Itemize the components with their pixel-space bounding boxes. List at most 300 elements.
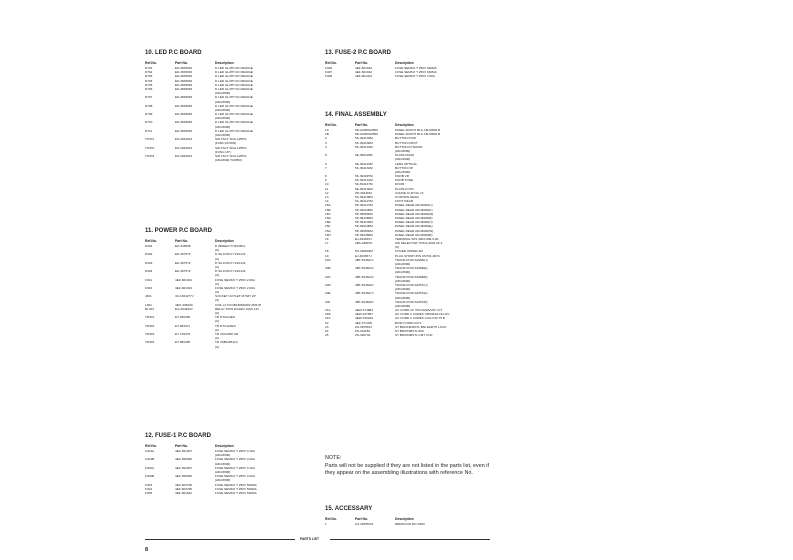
page-number: 8	[145, 547, 149, 553]
table-row	[145, 345, 295, 349]
cell-desc: FUSE SEMKO T 250V 2.00A	[215, 277, 255, 282]
cell-part: 4BT-394524J	[355, 274, 374, 279]
cell-desc: D LED GL3HY43 ORANGE	[215, 128, 253, 133]
header-ref: Ref.No.	[325, 61, 337, 65]
cell-part: 4CJ-304277J	[175, 294, 194, 299]
cell-part: 4ES-348670	[355, 241, 373, 246]
cell-desc: TR DTC124ES	[215, 323, 236, 328]
cell-part: ED-384508J	[175, 112, 193, 117]
cell-part: ED-384508J	[175, 86, 193, 91]
header-desc: Description	[395, 123, 414, 127]
cell-part: 5E-394136M	[355, 186, 373, 191]
cell-ref: 15H	[325, 232, 331, 237]
cell-desc: BUSH CORD 2271	[395, 320, 422, 325]
cell-part: 4EF-601942	[355, 66, 373, 70]
cell-part: 5K-394131M	[355, 144, 373, 149]
cell-ref: D302	[145, 252, 153, 257]
cell-desc: [U]	[395, 245, 399, 250]
cell-ref: 6	[325, 161, 327, 166]
cell-desc: AC CORD 2C VM-0129A/VFF U/T	[395, 308, 443, 313]
cell-part: ED-307572	[175, 269, 191, 274]
note-text: Parts will not be supplied if they are not listed in the parts list, even if they appear on the assembling illustrations with reference No.	[325, 462, 489, 477]
cell-desc: [AM-M600]	[215, 124, 231, 129]
cell-part: 4EF-601301	[175, 285, 193, 290]
cell-part: ED-384508J	[175, 74, 193, 79]
cell-ref: 14	[325, 199, 329, 204]
cell-part: ED-384508J	[175, 120, 193, 125]
cell-desc: [AM-M600]	[395, 157, 411, 162]
cell-desc: COIL LF FKOB160M0402 250UH	[215, 302, 261, 307]
cell-ref: 15C	[325, 211, 331, 216]
cell-desc: ST BID3X08STL BNI	[395, 329, 424, 333]
cell-desc: [AM-M600]	[215, 478, 231, 483]
cell-ref: F408	[325, 74, 333, 79]
cell-part: 5E-394119M	[355, 161, 373, 166]
cell-desc: TR 2SC2458 GR	[215, 331, 239, 336]
cell-part: ED-346558	[175, 244, 191, 248]
cell-part: 4BT-394523J	[355, 266, 374, 271]
cell-ref: 18	[325, 249, 329, 254]
cell-desc: TRANS POW A2068(B)	[395, 274, 428, 279]
note-heading: NOTE:	[325, 455, 342, 461]
cell-desc: [FUNC,UP]	[215, 149, 231, 154]
cell-desc: SW TACT SOA-125HS	[215, 145, 247, 150]
cell-ref: TR304	[145, 340, 155, 345]
section-fuse2-pc-board	[325, 50, 495, 79]
section-title: 15. ACCESSARY	[325, 506, 373, 512]
cell-desc: SW TACT SOA-125HS	[215, 137, 247, 142]
cell-desc: [FUNC,DOWN]	[215, 141, 236, 146]
cell-part: EJ-394636J	[355, 236, 372, 241]
cell-desc: D LED GL3HY43 ORANGE	[215, 103, 253, 108]
cell-part: ED-384508J	[175, 78, 193, 83]
cell-desc: PANEL REAR AM-M600(K)	[395, 207, 433, 212]
cell-part: ED-384508J	[175, 103, 193, 108]
cell-part: 5C-394094M	[355, 249, 373, 254]
cell-ref: F407	[325, 70, 333, 75]
cell-part: 4EF-691007	[175, 465, 193, 470]
cell-ref: 25	[325, 333, 329, 338]
cell-desc: [AM-M600]	[215, 99, 231, 104]
cell-ref: 15E	[325, 220, 331, 225]
cell-desc: BUTTON INPUT	[395, 140, 418, 145]
cell-part: 5A-394127M	[355, 199, 373, 204]
cell-part: 5K-394097M	[355, 174, 373, 179]
cell-part: 4EF-601301	[355, 74, 373, 79]
cell-desc: [U]	[215, 290, 219, 295]
cell-ref: F301	[145, 277, 153, 282]
cell-part: ED-384508J	[175, 128, 193, 133]
cell-ref: 19	[325, 253, 329, 258]
cell-part: 4EF-603796	[175, 482, 193, 487]
cell-ref: D707	[145, 95, 153, 100]
cell-desc: CANOE CLIP NC-74	[395, 190, 424, 195]
cell-ref: F406	[325, 66, 333, 70]
cell-desc: DOOR	[395, 182, 405, 187]
footer-rule-right	[330, 539, 490, 540]
cell-part: EJ-304657J	[355, 253, 372, 258]
cell-desc: PLATE MASK	[395, 153, 415, 158]
cell-ref: D710	[145, 120, 153, 125]
cell-ref: D303	[145, 260, 153, 265]
cell-part: 5Z-394137M	[355, 182, 373, 187]
cell-part: ES-394493J	[175, 137, 193, 142]
cell-ref: F404	[145, 486, 153, 491]
cell-part: ZS-331182	[355, 329, 371, 333]
cell-part: 5P-394108M	[355, 224, 373, 229]
cell-desc: D LED GL3HY43 ORANGE	[215, 82, 253, 87]
cell-part: 4EF-601942	[175, 490, 193, 495]
cell-ref: 2	[325, 136, 327, 141]
cell-desc: PANEL REAR AM-M600(E)	[395, 224, 433, 229]
cell-ref: 4	[325, 144, 327, 149]
cell-part: 5K-394131M	[355, 178, 373, 183]
cell-desc: D LED GL3HY43 ORANGE	[215, 112, 253, 117]
note	[325, 455, 495, 478]
cell-part: 4EF-690996	[175, 457, 193, 462]
cell-part: ED-384508J	[175, 95, 193, 100]
cell-desc: FUSE SEMKO T 250V 630MA	[215, 490, 257, 495]
cell-desc: [AM-M600]	[215, 461, 231, 466]
cell-desc: D ZENER H HZ12B1L	[215, 244, 246, 248]
cell-ref: 20A	[325, 257, 331, 262]
cell-part: 5A-394138M	[355, 195, 373, 199]
cell-part: 5P-394368M	[355, 232, 373, 237]
cell-part: 4EO-338409	[175, 302, 193, 307]
cell-ref: D709	[145, 112, 153, 117]
cell-desc: D LED GL3HY43 ORANGE	[215, 120, 253, 125]
cell-desc: FUSE SEMKO T 250V 500MA	[215, 486, 257, 491]
cell-part: ET-386365	[175, 340, 191, 345]
cell-desc: KNOB TONE	[395, 178, 414, 183]
cell-ref: 24	[325, 329, 329, 333]
cell-part: 5K-394130M	[355, 140, 373, 145]
cell-desc: [U]	[215, 248, 219, 253]
header-desc: Description	[215, 239, 234, 243]
cell-ref: 12	[325, 190, 329, 195]
cell-desc: [U]	[215, 319, 219, 324]
header-ref: Ref.No.	[145, 61, 157, 65]
cell-desc: [AM-M600]	[395, 287, 411, 292]
cell-desc: BUTTON POW	[395, 136, 416, 141]
cell-ref: 15A	[325, 203, 331, 208]
cell-desc: FUSE SEMKO T 250V 3.15A	[215, 449, 255, 453]
cell-desc: BUTTON OP	[395, 165, 413, 170]
cell-desc: D LED GL3HY43 ORANGE	[215, 70, 253, 75]
cell-ref: 15F	[325, 224, 331, 229]
cell-desc: FUSE SEMKO T 250V 4.00A	[215, 474, 255, 479]
cell-ref: 9	[325, 178, 327, 183]
cell-desc: TRANS POW A2068(E)	[395, 266, 428, 271]
cell-desc: TRANS POW A2057(E)	[395, 291, 428, 296]
cell-desc: [U]	[215, 298, 219, 303]
cell-part: 4BT-394526J	[355, 282, 374, 287]
header-ref: Ref.No.	[145, 239, 157, 243]
cell-desc: PLUG SHORT-PIN CNT31-0074	[395, 253, 440, 258]
cell-desc: [AM-M600]	[215, 133, 231, 137]
cell-desc: COVER UPPER AM	[395, 249, 423, 254]
cell-desc: [AM-M600]	[395, 148, 411, 153]
cell-desc: SOCKET OUTLET M7037 2P	[215, 294, 256, 299]
cell-desc: SW TACT SOA-125HS	[215, 153, 247, 158]
cell-ref: D703	[145, 74, 153, 79]
cell-desc: CUSHION REAR	[395, 195, 419, 199]
cell-desc: TR DTA114ES	[215, 315, 235, 320]
cell-ref: J301	[145, 294, 152, 299]
cell-ref: TR301	[145, 315, 155, 320]
cell-ref: 11	[325, 186, 329, 191]
cell-desc: [AM-M600]	[395, 278, 411, 283]
cell-ref: 20C	[325, 274, 331, 279]
cell-desc: D LED GL3HY43 ORANGE	[215, 78, 253, 83]
cell-part: 4EF-691007	[175, 449, 193, 453]
cell-desc: [AM-M600]	[395, 270, 411, 275]
cell-part: 4EZ-371405	[355, 320, 373, 325]
cell-desc: FUSE SEMKO T 250V 2.00A	[395, 74, 435, 79]
cell-desc: [U]	[215, 327, 219, 332]
cell-ref: D708	[145, 103, 153, 108]
cell-ref: 21B	[325, 312, 331, 317]
cell-ref: 20F	[325, 299, 331, 304]
cell-ref: TS701	[145, 137, 155, 142]
footer-label: PARTS LIST	[300, 537, 319, 541]
cell-desc: D LED GL3HY43 ORANGE	[215, 74, 253, 79]
cell-ref: F401B	[145, 457, 155, 462]
cell-ref: 20B	[325, 266, 331, 271]
cell-desc: SW SELECTOR YK511-0002 02-4	[395, 241, 443, 246]
cell-part: 4BT-394521J	[355, 257, 374, 262]
cell-desc: PLATE FOOT	[395, 186, 415, 191]
cell-part: ES-394493J	[175, 153, 193, 158]
cell-part: 4EF-601301	[175, 277, 193, 282]
cell-ref: TR303	[145, 331, 155, 336]
cell-ref: 17	[325, 241, 329, 246]
section-title: 14. FINAL ASSEMBLY	[325, 112, 387, 118]
cell-part: 4EW-347897	[355, 312, 374, 317]
table-row	[325, 522, 495, 526]
header-part: Part No.	[355, 61, 368, 65]
cell-desc: FUSE SEMKO T 250V 500MA	[215, 482, 257, 487]
cell-part: ZS-387963J	[355, 324, 372, 329]
cell-ref: F402A	[145, 465, 155, 470]
cell-part: 5P-395830M	[355, 211, 373, 216]
cell-ref: RL301	[145, 306, 155, 311]
cell-ref: 22	[325, 320, 329, 325]
cell-ref: 16	[325, 236, 329, 241]
cell-part: ED-384508J	[175, 66, 193, 70]
cell-desc: [U]	[215, 311, 219, 315]
cell-part: 5K-394133M	[355, 136, 373, 141]
cell-desc: [U]	[215, 344, 219, 349]
header-part: Part No.	[175, 239, 188, 243]
cell-ref: 21C	[325, 316, 331, 321]
cell-desc: FUSE SEMKO T 250V 4.00A	[215, 457, 255, 462]
cell-ref: 3	[325, 140, 327, 145]
cell-desc: REMOCON RC-S600	[395, 522, 425, 526]
cell-ref: TS703	[145, 153, 155, 158]
cell-desc: PANEL REAR AM-M600(U)	[395, 220, 433, 225]
cell-desc: D LED GL3HY43 ORANGE	[215, 66, 253, 70]
cell-ref: 1A	[325, 128, 329, 132]
cell-desc: RELAY POW DG1EO-O(M) 12V	[215, 306, 260, 311]
header-ref: Ref.No.	[325, 517, 337, 521]
cell-desc: PANEL REAR AM-M600(B)	[395, 232, 433, 237]
cell-desc: [AM-M600]	[215, 107, 231, 112]
cell-part: ET-356396	[175, 315, 191, 320]
cell-ref: F403	[145, 482, 153, 487]
cell-ref: D706	[145, 86, 153, 91]
cell-part: ED-307572	[175, 260, 191, 265]
cell-desc: D LED GL3HY43 ORANGE	[215, 86, 253, 91]
cell-desc: PANEL REAR AM-M600(W)	[395, 211, 434, 216]
cell-ref: 20E	[325, 291, 331, 296]
header-desc: Description	[215, 61, 234, 65]
cell-ref: D304	[145, 269, 153, 274]
footer-rule-left	[145, 539, 295, 540]
cell-desc: [AM-M600]	[215, 469, 231, 474]
cell-part: 4EF-601942	[355, 70, 373, 75]
cell-ref: 8	[325, 174, 327, 179]
cell-desc: TR 2SB1185 E,F	[215, 340, 239, 345]
header-part: Part No.	[175, 444, 188, 448]
cell-part: ZS-346742	[355, 333, 371, 338]
cell-ref: 13	[325, 195, 329, 199]
cell-ref: 5	[325, 153, 327, 158]
section-accessary	[325, 506, 495, 526]
cell-part: 5P-394109M	[355, 220, 373, 225]
cell-ref: F405	[145, 490, 153, 495]
cell-desc: PANEL REAR AM-M600(U)	[395, 203, 433, 208]
cell-desc: [AM-M600]	[215, 116, 231, 121]
cell-ref: TR302	[145, 323, 155, 328]
section-title: 12. FUSE-1 P.C BOARD	[145, 433, 211, 439]
cell-part: 4EW-374884	[355, 308, 374, 313]
cell-ref: 15G	[325, 228, 331, 233]
cell-desc: [U]	[215, 281, 219, 286]
cell-desc: TRANS POW A2067(B)	[395, 299, 428, 304]
cell-part: ES-394493J	[175, 145, 193, 150]
cell-part: 4EW-346249	[355, 316, 374, 321]
cell-desc: ST BID3X08STL CMT CUP	[395, 333, 433, 338]
cell-desc: TERMINAL W/S 3003-008-0-00	[395, 236, 439, 241]
cell-part: 5P-395830M	[355, 228, 373, 233]
cell-part: 4EF-690996	[175, 474, 193, 479]
header-desc: Description	[215, 444, 234, 448]
header-desc: Description	[395, 61, 414, 65]
cell-desc: FUSE SEMKO T 250V 630MA	[395, 66, 437, 70]
cell-desc: D SILICON H 1SS131	[215, 260, 246, 265]
cell-part: 4BT-394528J	[355, 299, 374, 304]
cell-part: 8D-A2066A050A	[355, 128, 379, 132]
cell-desc: [U]	[215, 264, 219, 269]
cell-ref: 15B	[325, 207, 331, 212]
cell-desc: TRANS POW A2057(U)	[395, 282, 428, 287]
cell-desc: [AM-M600]	[215, 91, 231, 96]
cell-ref: 1	[325, 522, 327, 526]
cell-part: 5E-395118M	[355, 153, 373, 158]
cell-part: ET-384371	[175, 323, 191, 328]
cell-desc: D SILICON H 1SS131	[215, 252, 246, 257]
cell-ref: TS702	[145, 145, 155, 150]
header-desc: Description	[395, 517, 414, 521]
header-ref: Ref.No.	[325, 123, 337, 127]
cell-ref: D705	[145, 82, 153, 87]
cell-desc: FUSE SEMKO T 250V 2.00A	[215, 285, 255, 290]
header-part: Part No.	[355, 123, 368, 127]
cell-ref: 20D	[325, 282, 331, 287]
cell-desc: [U]	[215, 336, 219, 341]
cell-ref: F401A	[145, 449, 155, 453]
cell-ref: 15D	[325, 215, 331, 220]
cell-desc: TRANS POW A2068(U)	[395, 257, 428, 262]
cell-part: ET-749375	[175, 331, 191, 336]
cell-part: 4EF-603796	[175, 486, 193, 491]
table-row	[145, 158, 295, 162]
cell-desc: PANEL FRONT BLK AM-M600-B	[395, 132, 441, 137]
cell-desc: ST BID3X6N6STL BNI EARTH LOCK	[395, 324, 447, 329]
cell-part: ZH-394465J	[355, 190, 373, 195]
cell-ref: 23	[325, 324, 329, 329]
cell-ref: D301	[145, 244, 153, 248]
cell-desc: [AM-M600]	[395, 295, 411, 300]
cell-ref: F302	[145, 285, 153, 290]
section-fuse1-pc-board	[145, 433, 295, 495]
footer	[145, 537, 490, 541]
cell-part: 5P-394108M	[355, 207, 373, 212]
cell-desc: D LED GL3HY43 ORANGE	[215, 95, 253, 100]
cell-desc: [AM-M600]	[395, 303, 411, 308]
header-part: Part No.	[175, 61, 188, 65]
section-title: 10. LED P.C BOARD	[145, 50, 202, 56]
cell-desc: [AM-M600]	[215, 453, 231, 458]
section-power-pc-board	[145, 228, 295, 349]
cell-ref: D701	[145, 66, 153, 70]
cell-ref: 10	[325, 182, 329, 187]
cell-desc: BUTTON DYNAMIC	[395, 144, 423, 149]
cell-part: 5P-394107M	[355, 203, 373, 208]
cell-ref: D704	[145, 78, 153, 83]
table-row	[325, 74, 495, 78]
cell-desc: FUSE SEMKO T 250V 630MA	[395, 70, 437, 75]
cell-desc: AC CORD 2 CORES LCFL2X0.75 B	[395, 316, 445, 321]
cell-ref: D711	[145, 128, 153, 133]
cell-ref: D702	[145, 70, 153, 75]
cell-desc: D SILICON H 1SS131	[215, 269, 246, 274]
header-ref: Ref.No.	[145, 444, 157, 448]
cell-part: 8D-A2066A0550	[355, 132, 378, 137]
cell-desc: [U]	[215, 256, 219, 261]
section-led-pc-board	[145, 50, 295, 162]
cell-part: 4BT-394527J	[355, 291, 374, 296]
cell-part: 5P-394368M	[355, 215, 373, 220]
cell-desc: [AM-M600]	[395, 169, 411, 174]
section-title: 11. POWER P.C BOARD	[145, 228, 212, 234]
cell-desc: AC CORD 2 CORES VM0364/LCFL EV	[395, 312, 450, 317]
section-final-assembly	[325, 112, 495, 337]
cell-ref: L301	[145, 302, 152, 307]
cell-part: ED-307572	[175, 252, 191, 257]
cell-desc: FOOT REAR	[395, 199, 413, 204]
cell-part: EQ-394450J	[175, 306, 193, 311]
header-part: Part No.	[355, 517, 368, 521]
table-row	[145, 491, 295, 495]
cell-part: 5K-394132M	[355, 165, 373, 170]
cell-desc: [U]	[215, 273, 219, 278]
cell-part: ED-384508J	[175, 70, 193, 75]
cell-desc: KNOB VR	[395, 174, 409, 179]
table-row	[325, 333, 495, 337]
cell-desc: [AM-M600]	[395, 262, 411, 266]
